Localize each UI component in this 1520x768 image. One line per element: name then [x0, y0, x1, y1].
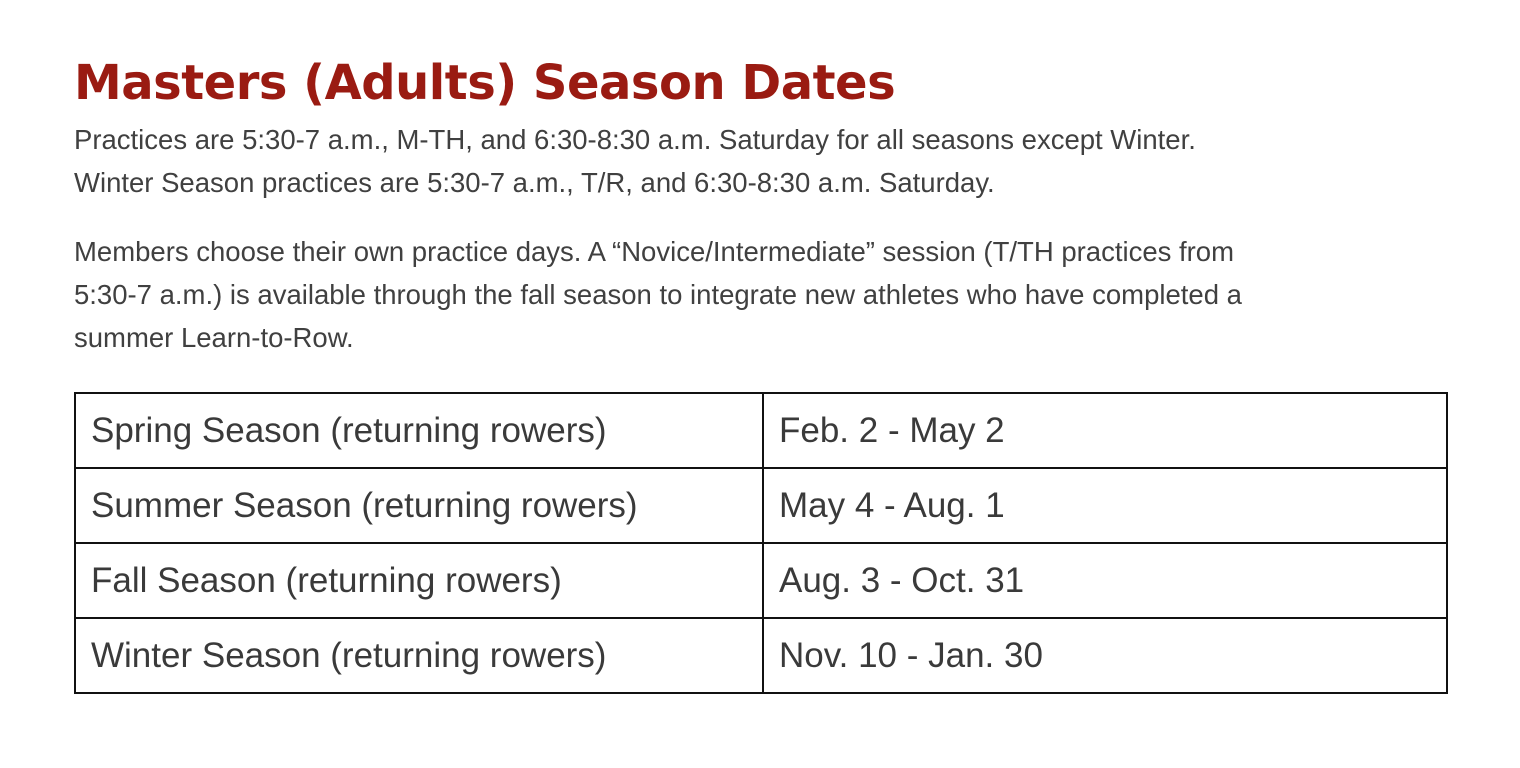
season-name-cell: Summer Season (returning rowers): [75, 468, 763, 543]
page-title: Masters (Adults) Season Dates: [74, 55, 896, 111]
table-row: [75, 543, 1447, 618]
season-dates-table: [74, 392, 1448, 694]
season-dates-cell: May 4 - Aug. 1: [763, 468, 1447, 543]
winter-schedule-line: Winter Season practices are 5:30-7 a.m., T/R, and 6:30-8:30 a.m. Saturday.: [74, 167, 995, 198]
season-name-cell: Fall Season (returning rowers): [75, 543, 763, 618]
season-dates-cell: Feb. 2 - May 2: [763, 393, 1447, 468]
table-row: [75, 393, 1447, 468]
members-info-line: Members choose their own practice days. A “Novice/Intermediate” session (T/TH practices from: [74, 236, 1235, 267]
table-row: [75, 618, 1447, 693]
season-name-cell: Winter Season (returning rowers): [75, 618, 763, 693]
practice-schedule-paragraph: [74, 118, 1446, 204]
table-row: [75, 468, 1447, 543]
members-info-line: 5:30-7 a.m.) is available through the fall season to integrate new athletes who have completed a: [74, 279, 1242, 310]
season-name-cell: Spring Season (returning rowers): [75, 393, 763, 468]
members-info-line: summer Learn-to-Row.: [74, 322, 354, 353]
members-info-paragraph: [74, 230, 1446, 359]
practice-schedule-line: Practices are 5:30-7 a.m., M-TH, and 6:30-8:30 a.m. Saturday for all seasons except Winter.: [74, 124, 1196, 155]
season-dates-cell: Nov. 10 - Jan. 30: [763, 618, 1447, 693]
season-dates-cell: Aug. 3 - Oct. 31: [763, 543, 1447, 618]
